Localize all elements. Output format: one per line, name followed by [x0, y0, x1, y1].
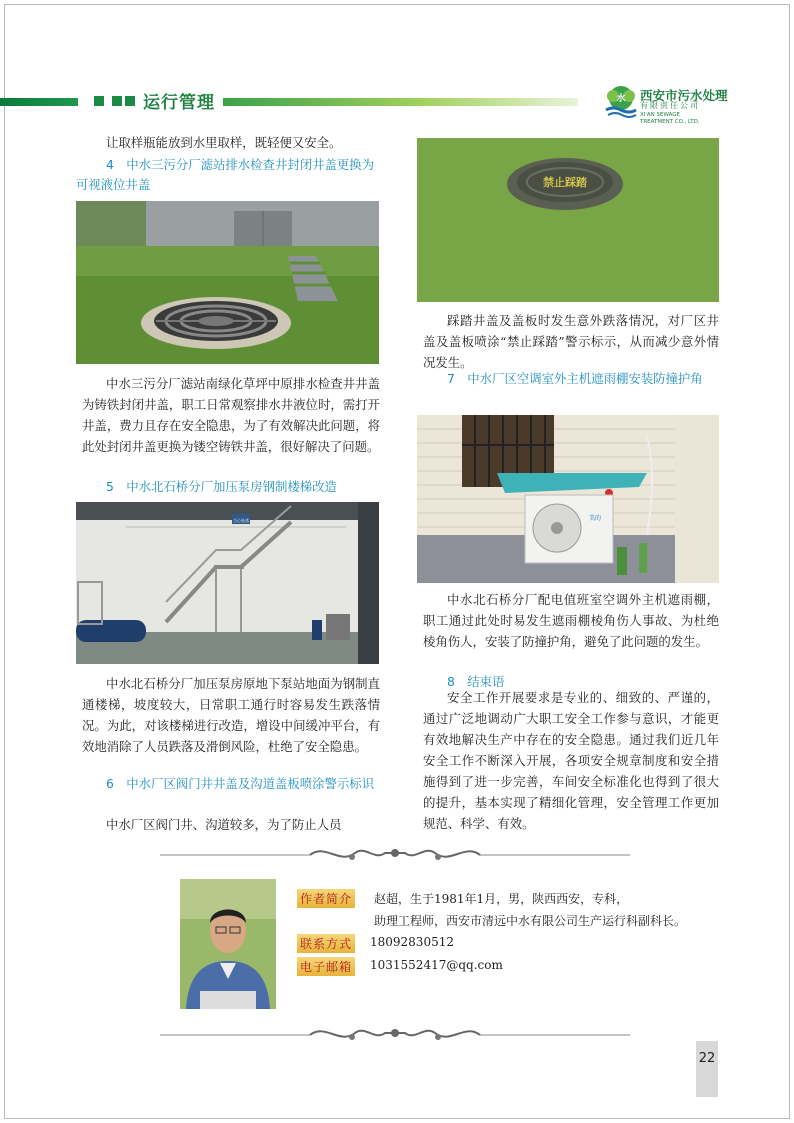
heading-4: 4 中水三污分厂滤站排水检查井封闭井盖更换为可视液位井盖: [76, 157, 375, 192]
wall-sign-text: 当心坠落: [233, 518, 249, 523]
ac-brand-text: 美的: [588, 515, 602, 522]
right-paragraph-1: 踩踏井盖及盖板时发生意外跌落情况，对厂区井盖及盖板喷涂“禁止踩踏”警示标示，从而减少意外情况发生。: [423, 313, 719, 370]
logo-name-cn-sub: 有限责任公司: [640, 101, 700, 110]
section-title: 运行管理: [143, 93, 215, 113]
photo-ac-rain-shelter: [417, 415, 719, 583]
label-email: 电子邮箱: [297, 957, 355, 976]
author-phone: 18092830512: [370, 935, 454, 949]
header-square: [94, 96, 104, 106]
header-square: [125, 96, 135, 106]
header-bar-right: [223, 98, 578, 106]
heading-7: 7 中水厂区空调室外主机遮雨棚安装防撞护角: [447, 371, 703, 386]
label-author-intro: 作者简介: [297, 889, 355, 908]
page-number-box: [696, 1041, 718, 1097]
company-logo-icon: [604, 84, 638, 118]
author-portrait: [180, 879, 276, 1009]
right-paragraph-2: 中水北石桥分厂配电值班室空调外主机遮雨棚，职工通过此处时易发生遮雨棚棱角伤人事故、为杜绝棱角伤人，安装了防撞护角，避免了此问题的发生。: [423, 592, 719, 649]
heading-6: 6 中水厂区阀门井井盖及沟道盖板喷涂警示标识: [106, 776, 375, 791]
left-paragraph-4: 中水厂区阀门井、沟道较多，为了防止人员: [106, 817, 342, 832]
left-paragraph-3: 中水北石桥分厂加压泵房原地下泵站地面为钢制直通楼梯，坡度较大，日常职工通行时容易发生跌落情况。为此，对该楼梯进行改造，增设中间缓冲平台，有效地消除了人员跌落及滑倒风险，杜绝了安全隐患。: [82, 676, 380, 754]
ornament-divider-bottom: [160, 1023, 630, 1045]
logo-name-en-2: TREATMENT CO., LTD.: [640, 119, 700, 125]
photo-pump-room-stairs: [76, 502, 379, 664]
right-paragraph-3: 安全工作开展要求是专业的、细致的、严谨的，通过广泛地调动广大职工安全工作参与意识，才能更有效地解决生产中存在的安全隐患。通过我们近几年安全工作不断深入开展，各项安全规章制度和安全措施得到了进一步完善，车间安全标准化也得到了很大的提升，基本实现了精细化管理，安全管理工作更加规范、科学、有效。: [423, 690, 719, 831]
svg-text:水: 水: [616, 94, 626, 104]
heading-5: 5 中水北石桥分厂加压泵房钢制楼梯改造: [106, 479, 337, 494]
logo-name-cn: 西安市污水处理: [640, 88, 728, 103]
ornament-divider-top: [160, 843, 630, 865]
label-contact: 联系方式: [297, 934, 355, 953]
heading-8: 8 结束语: [447, 674, 505, 689]
author-intro-line-2: 助理工程师，西安市清远中水有限公司生产运行科副科长。: [374, 914, 687, 928]
author-intro-line-1: 赵超，生于1981年1月，男，陕西西安，专科，: [374, 892, 629, 906]
left-paragraph-2: 中水三污分厂滤站南绿化草坪中原排水检查井井盖为铸铁封闭井盖，职工日常观察排水井液位时，需打开井盖，费力且存在安全隐患，为了有效解决此问题，将此处封闭井盖更换为镂空铸铁井盖，很好解决了问题。: [82, 376, 380, 454]
manhole-sign-text: 禁止踩踏: [543, 176, 587, 189]
photo-manhole-lawn: [76, 201, 379, 364]
header-square: [112, 96, 122, 106]
photo-painted-manhole: [417, 138, 719, 302]
logo-name-en-1: XI'AN SEWAGE: [640, 112, 681, 118]
left-paragraph-1: 让取样瓶能放到水里取样，既轻便又安全。: [106, 135, 342, 150]
header-bar-left: [0, 98, 78, 106]
author-email: 1031552417@qq.com: [370, 958, 503, 972]
page-number: 22: [698, 1051, 716, 1066]
